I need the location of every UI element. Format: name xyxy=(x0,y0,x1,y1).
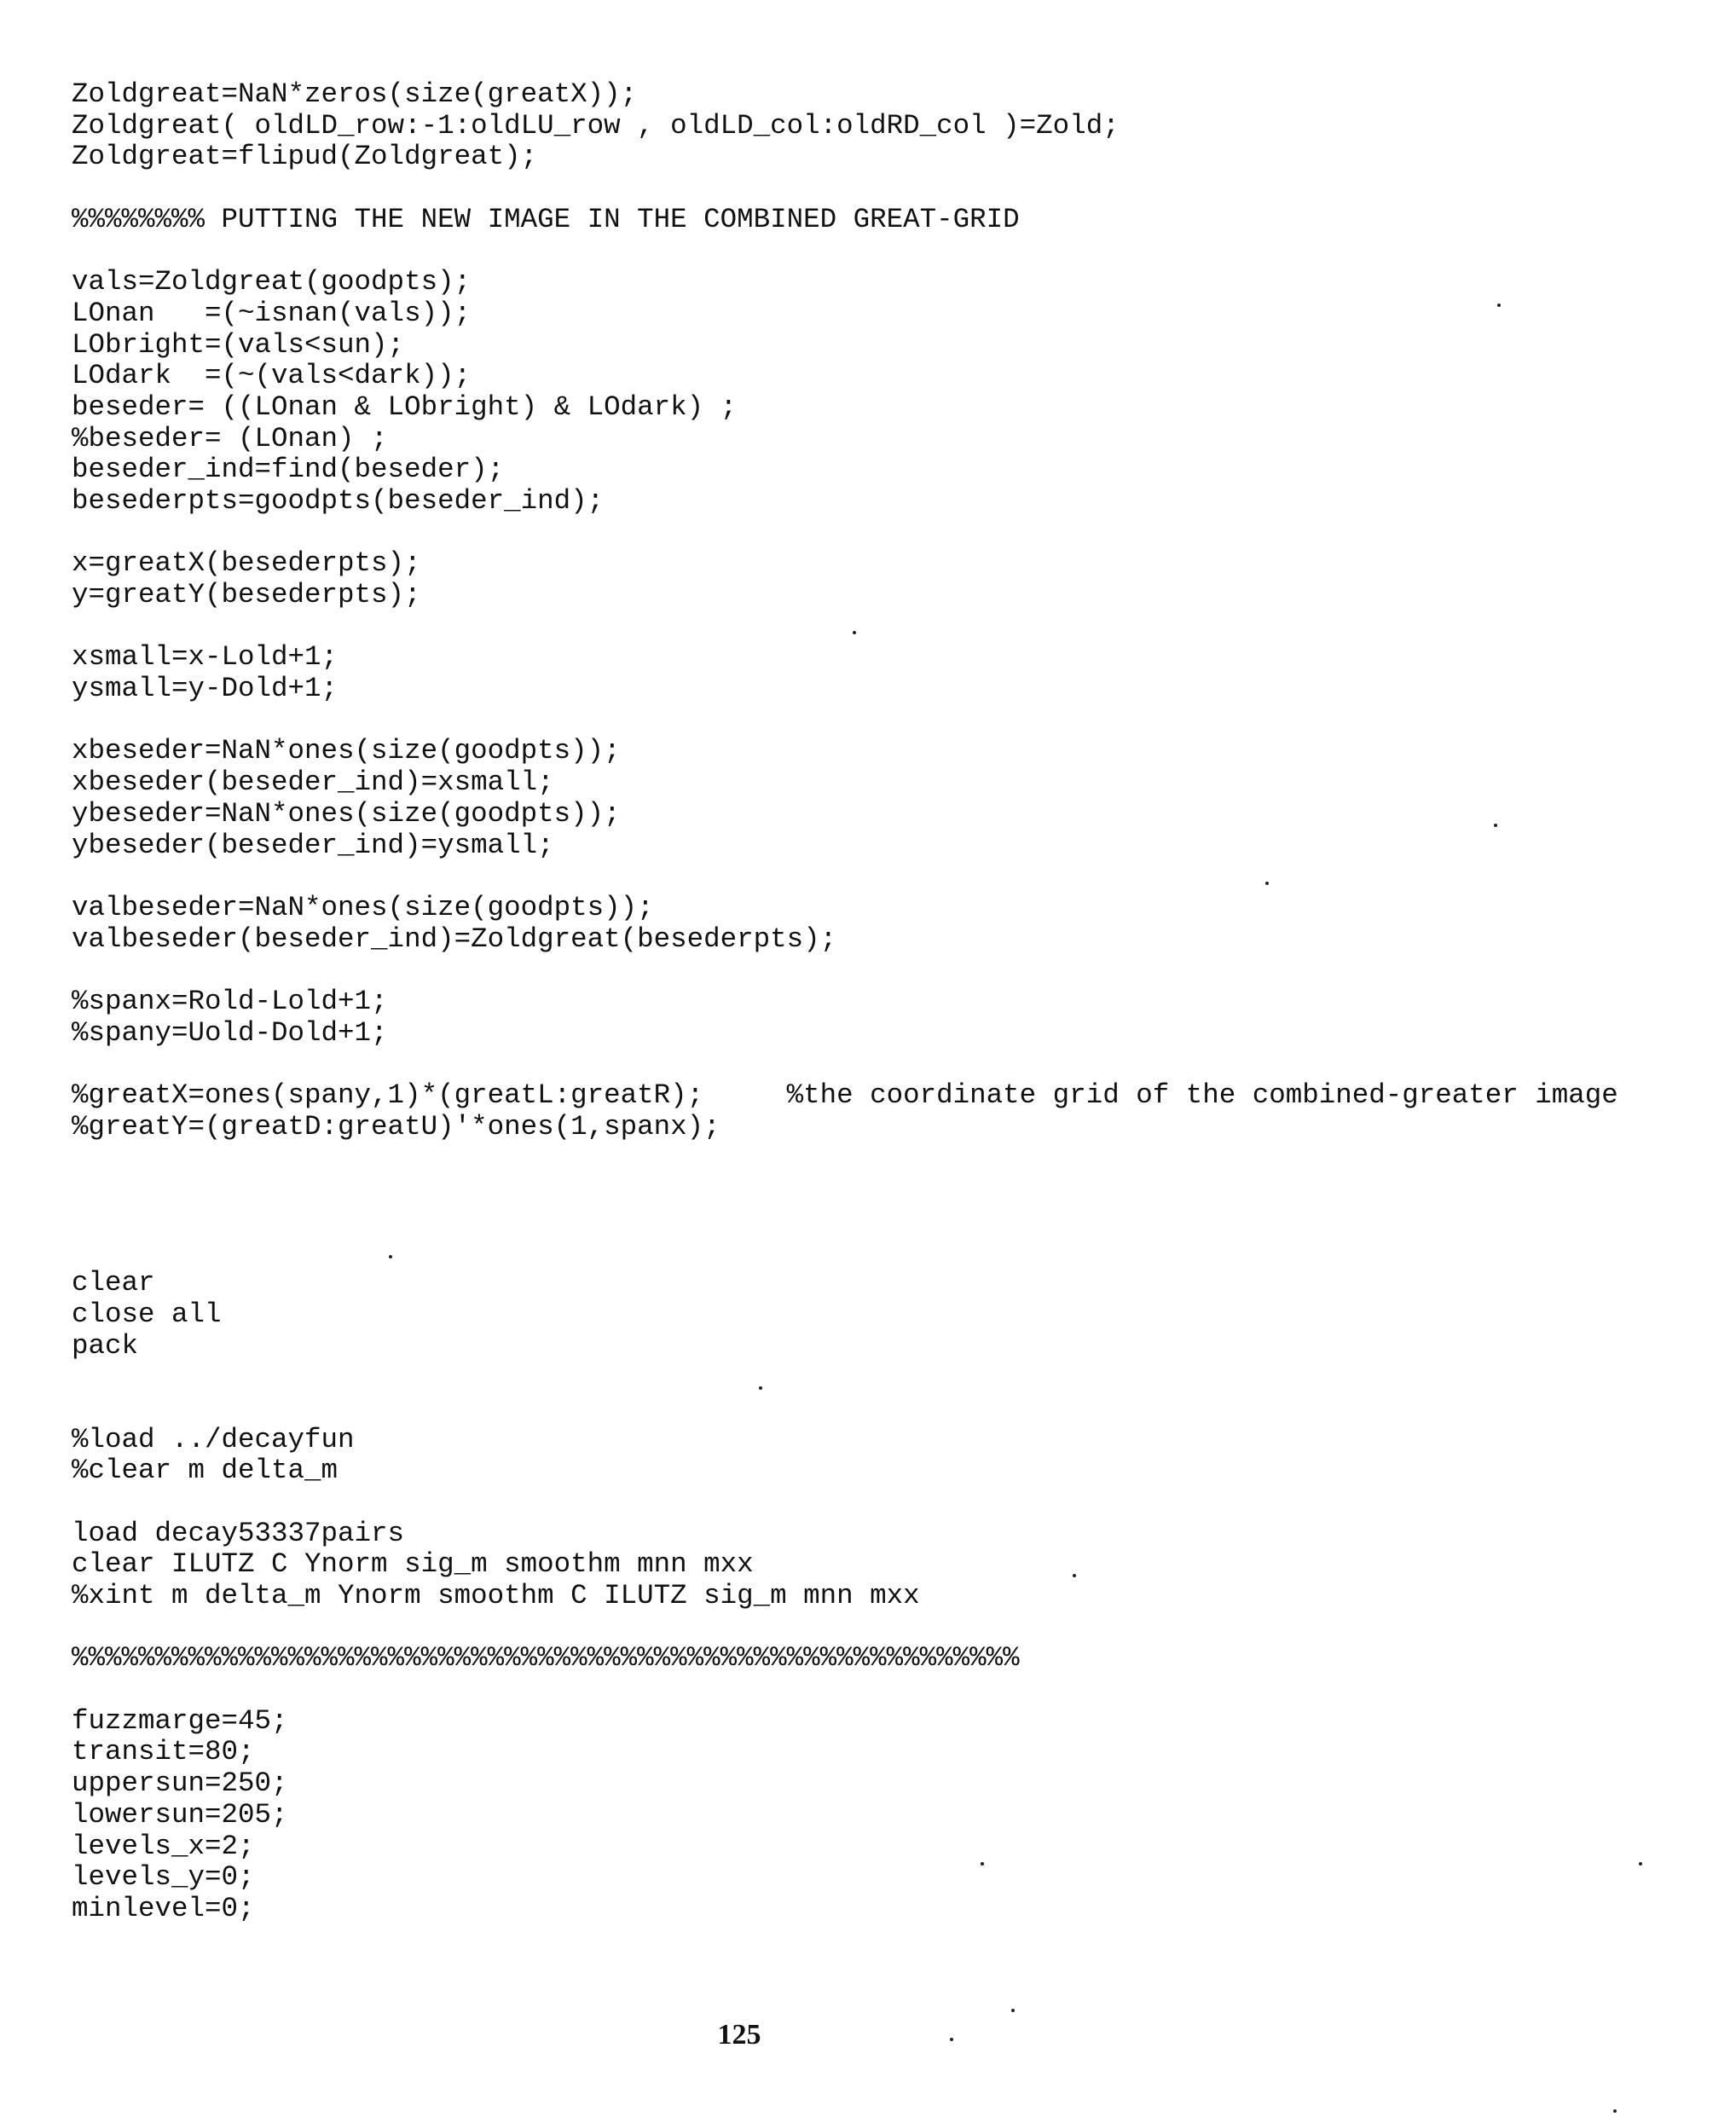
code-line: %beseder= (LOnan) ; xyxy=(72,424,1618,455)
code-line: %greatY=(greatD:greatU)'*ones(1,spanx); xyxy=(72,1112,1618,1143)
code-line: uppersun=250; xyxy=(72,1768,1618,1800)
blank-line xyxy=(72,861,1618,893)
code-line: LOnan =(~isnan(vals)); xyxy=(72,298,1618,330)
scan-speck xyxy=(981,1862,984,1866)
code-line: x=greatX(besederpts); xyxy=(72,548,1618,580)
code-line: %%%%%%%% PUTTING THE NEW IMAGE IN THE COMBINED GREAT-GRID xyxy=(72,205,1618,236)
code-line: pack xyxy=(72,1331,1618,1362)
code-line: beseder_ind=find(beseder); xyxy=(72,454,1618,486)
blank-line xyxy=(72,955,1618,986)
scan-speck xyxy=(1497,304,1501,307)
blank-line xyxy=(72,1487,1618,1518)
scan-speck xyxy=(1073,1574,1076,1577)
blank-line xyxy=(72,1362,1618,1393)
scan-speck xyxy=(1613,2109,1617,2113)
blank-line xyxy=(72,173,1618,205)
blank-line xyxy=(72,705,1618,737)
code-line: %xint m delta_m Ynorm smoothm C ILUTZ sig_m mnn mxx xyxy=(72,1581,1618,1612)
code-line: vals=Zoldgreat(goodpts); xyxy=(72,267,1618,298)
code-line: Zoldgreat( oldLD_row:-1:oldLU_row , oldLD_col:oldRD_col )=Zold; xyxy=(72,111,1618,142)
code-line: clear ILUTZ C Ynorm sig_m smoothm mnn mxx xyxy=(72,1549,1618,1581)
code-line: beseder= ((LOnan & LObright) & LOdark) ; xyxy=(72,392,1618,424)
code-line: ybeseder=NaN*ones(size(goodpts)); xyxy=(72,799,1618,830)
scan-speck xyxy=(389,1255,392,1258)
scan-speck xyxy=(1494,824,1497,827)
code-line: %spany=Uold-Dold+1; xyxy=(72,1018,1618,1050)
code-line: besederpts=goodpts(beseder_ind); xyxy=(72,486,1618,518)
scan-speck xyxy=(1639,1862,1642,1866)
code-line: xsmall=x-Lold+1; xyxy=(72,642,1618,674)
code-line: ybeseder(beseder_ind)=ysmall; xyxy=(72,830,1618,862)
code-line: load decay53337pairs xyxy=(72,1518,1618,1550)
code-line: xbeseder(beseder_ind)=xsmall; xyxy=(72,767,1618,799)
code-line: LObright=(vals<sun); xyxy=(72,330,1618,362)
code-line: Zoldgreat=NaN*zeros(size(greatX)); xyxy=(72,79,1618,111)
code-line: valbeseder=NaN*ones(size(goodpts)); xyxy=(72,893,1618,924)
blank-line xyxy=(72,1393,1618,1425)
code-line: Zoldgreat=flipud(Zoldgreat); xyxy=(72,142,1618,173)
code-line: transit=80; xyxy=(72,1737,1618,1768)
code-line: %spanx=Rold-Lold+1; xyxy=(72,986,1618,1018)
code-line: %%%%%%%%%%%%%%%%%%%%%%%%%%%%%%%%%%%%%%%%%%%%%%%%%%%%%%%%% xyxy=(72,1643,1618,1675)
code-line: minlevel=0; xyxy=(72,1894,1618,1925)
code-line: levels_y=0; xyxy=(72,1862,1618,1894)
code-line: levels_x=2; xyxy=(72,1831,1618,1863)
blank-line xyxy=(72,1206,1618,1237)
blank-line xyxy=(72,518,1618,549)
blank-line xyxy=(72,1174,1618,1206)
blank-line xyxy=(72,611,1618,643)
scan-speck xyxy=(950,2038,953,2041)
scan-speck xyxy=(853,631,856,634)
blank-line xyxy=(72,235,1618,267)
code-listing xyxy=(72,79,1618,1925)
scan-speck xyxy=(1265,882,1269,885)
blank-line xyxy=(72,1142,1618,1174)
blank-line xyxy=(72,1612,1618,1644)
blank-line xyxy=(72,1675,1618,1706)
code-line: clear xyxy=(72,1268,1618,1299)
code-line: fuzzmarge=45; xyxy=(72,1706,1618,1738)
code-line: y=greatY(besederpts); xyxy=(72,580,1618,611)
code-line: valbeseder(beseder_ind)=Zoldgreat(besederpts); xyxy=(72,924,1618,956)
blank-line xyxy=(72,1236,1618,1268)
page-number: 125 xyxy=(0,2019,1478,2051)
code-line: %greatX=ones(spany,1)*(greatL:greatR); %the coordinate grid of the combined-greater image xyxy=(72,1080,1618,1112)
code-line: ysmall=y-Dold+1; xyxy=(72,674,1618,705)
code-line: LOdark =(~(vals<dark)); xyxy=(72,361,1618,392)
code-line: close all xyxy=(72,1299,1618,1331)
scan-speck xyxy=(759,1386,762,1390)
code-line: xbeseder=NaN*ones(size(goodpts)); xyxy=(72,736,1618,767)
code-line: %load ../decayfun xyxy=(72,1425,1618,1456)
blank-line xyxy=(72,1049,1618,1080)
code-line: %clear m delta_m xyxy=(72,1455,1618,1487)
scan-speck xyxy=(1011,2009,1015,2012)
code-line: lowersun=205; xyxy=(72,1800,1618,1831)
